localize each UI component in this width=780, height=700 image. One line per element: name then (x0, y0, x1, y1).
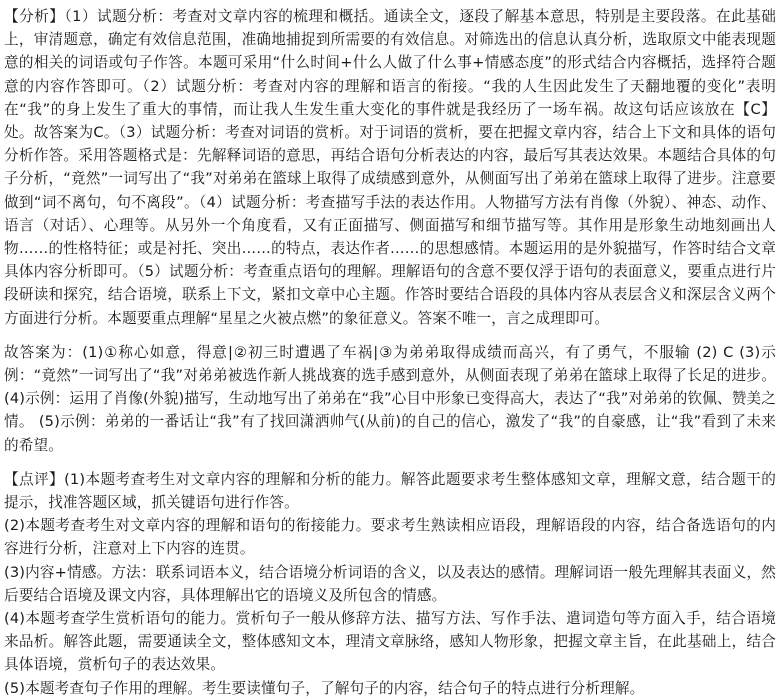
review-item-5: (5)本题考查句子作用的理解。考生要读懂句子，了解句子的内容，结合句子的特点进行分析理解。 (4, 679, 645, 697)
answer-section: 故答案为：(1)①称心如意，得意|②初三时遭遇了车祸|③为弟弟取得成绩而高兴，有了勇气，不服输 (2) C (3)示例：“竟然”一词写出了“我”对弟弟被选作新人挑战赛的选手感到意外，从侧面表现了弟弟在篮球上取得了长足的进步。(4)示例：运用了肖像(外貌)描写，生动地写出了弟弟在“我”心目中形象已变得高大，表达了“我”对弟弟的钦佩、赞美之情。 (5)示例：弟弟的一番话让“我”有了找回潇洒帅气(从前)的自己的信心，激发了“我”的自豪感，让“我”看到了未来的希望。 (4, 343, 776, 454)
review-item-2: (2)本题考查考生对文章内容的理解和语句的衔接能力。要求考生熟读相应语段，理解语段的内容，结合备选语句的内容进行分析，注意对上下内容的连贯。 (4, 517, 776, 558)
review-item-3: (3)内容+情感。方法：联系词语本义，结合语境分析词语的含义，以及表达的感情。理解词语一般先理解其表面义，然后要结合语境及课文内容，具体理解出它的语境义及所包含的情感。 (4, 563, 776, 604)
review-item-4: (4)本题考查学生赏析语句的能力。赏析句子一般从修辞方法、描写方法、写作手法、遣词造句等方面入手，结合语境来品析。解答此题，需要通读全文，整体感知文本，理清文章脉络，感知人物形象，把握文章主旨，在此基础上，结合具体语境，赏析句子的表达效果。 (4, 610, 776, 674)
review-section (4, 468, 776, 700)
analysis-section: 【分析】（1）试题分析：考查对文章内容的梳理和概括。通读全文，逐段了解基本意思，特别是主要段落。在此基础上，审清题意，确定有效信息范围，准确地捕捉到所需要的有效信息。对筛选出的信息认真分析，选取原文中能表现题意的相关的词语或句子作答。本题可采用“什么时间+什么人做了什么事+情感态度”的形式结合内容概括，选择符合题意的内容作答即可。（2）试题分析：考查对内容的理解和语言的衔接。“我的人生因此发生了天翻地覆的变化”表明在“我”的身上发生了重大的事情，而让我人生发生重大变化的事件就是我经历了一场车祸。故这句话应该放在【C】处。故答案为C。（3）试题分析：考查对词语的赏析。对于词语的赏析，要在把握文章内容，结合上下文和具体的语句分析作答。采用答题格式是：先解释词语的意思，再结合语句分析表达的内容，最后写其表达效果。本题结合具体的句子分析，“竟然”一词写出了“我”对弟弟在篮球上取得了成绩感到意外，从侧面写出了弟弟在篮球上取得了进步。注意要做到“词不离句，句不离段”。（4）试题分析：考查描写手法的表达作用。人物描写方法有肖像（外貌）、神态、动作、语言（对话）、心理等。从另外一个角度看，又有正面描写、侧面描写和细节描写等。其作用是形象生动地刻画出人物……的性格特征；或是衬托、突出……的特点，表达作者……的思想感情。本题运用的是外貌描写，作答时结合文章具体内容分析即可。（5）试题分析：考查重点语句的理解。理解语句的含意不要仅浮于语句的表面意义，要重点进行片段研读和探究，结合语境，联系上下文，紧扣文章中心主题。作答时要结合语段的具体内容从表层含义和深层含义两个方面进行分析。本题要重点理解“星星之火被点燃”的象征意义。答案不唯一，言之成理即可。 (4, 8, 776, 327)
review-item-1: 【点评】(1)本题考查考生对文章内容的理解和分析的能力。解答此题要求考生整体感知文章，理解文意，结合题干的提示，找准答题区域，抓关键语句进行作答。 (4, 470, 776, 512)
